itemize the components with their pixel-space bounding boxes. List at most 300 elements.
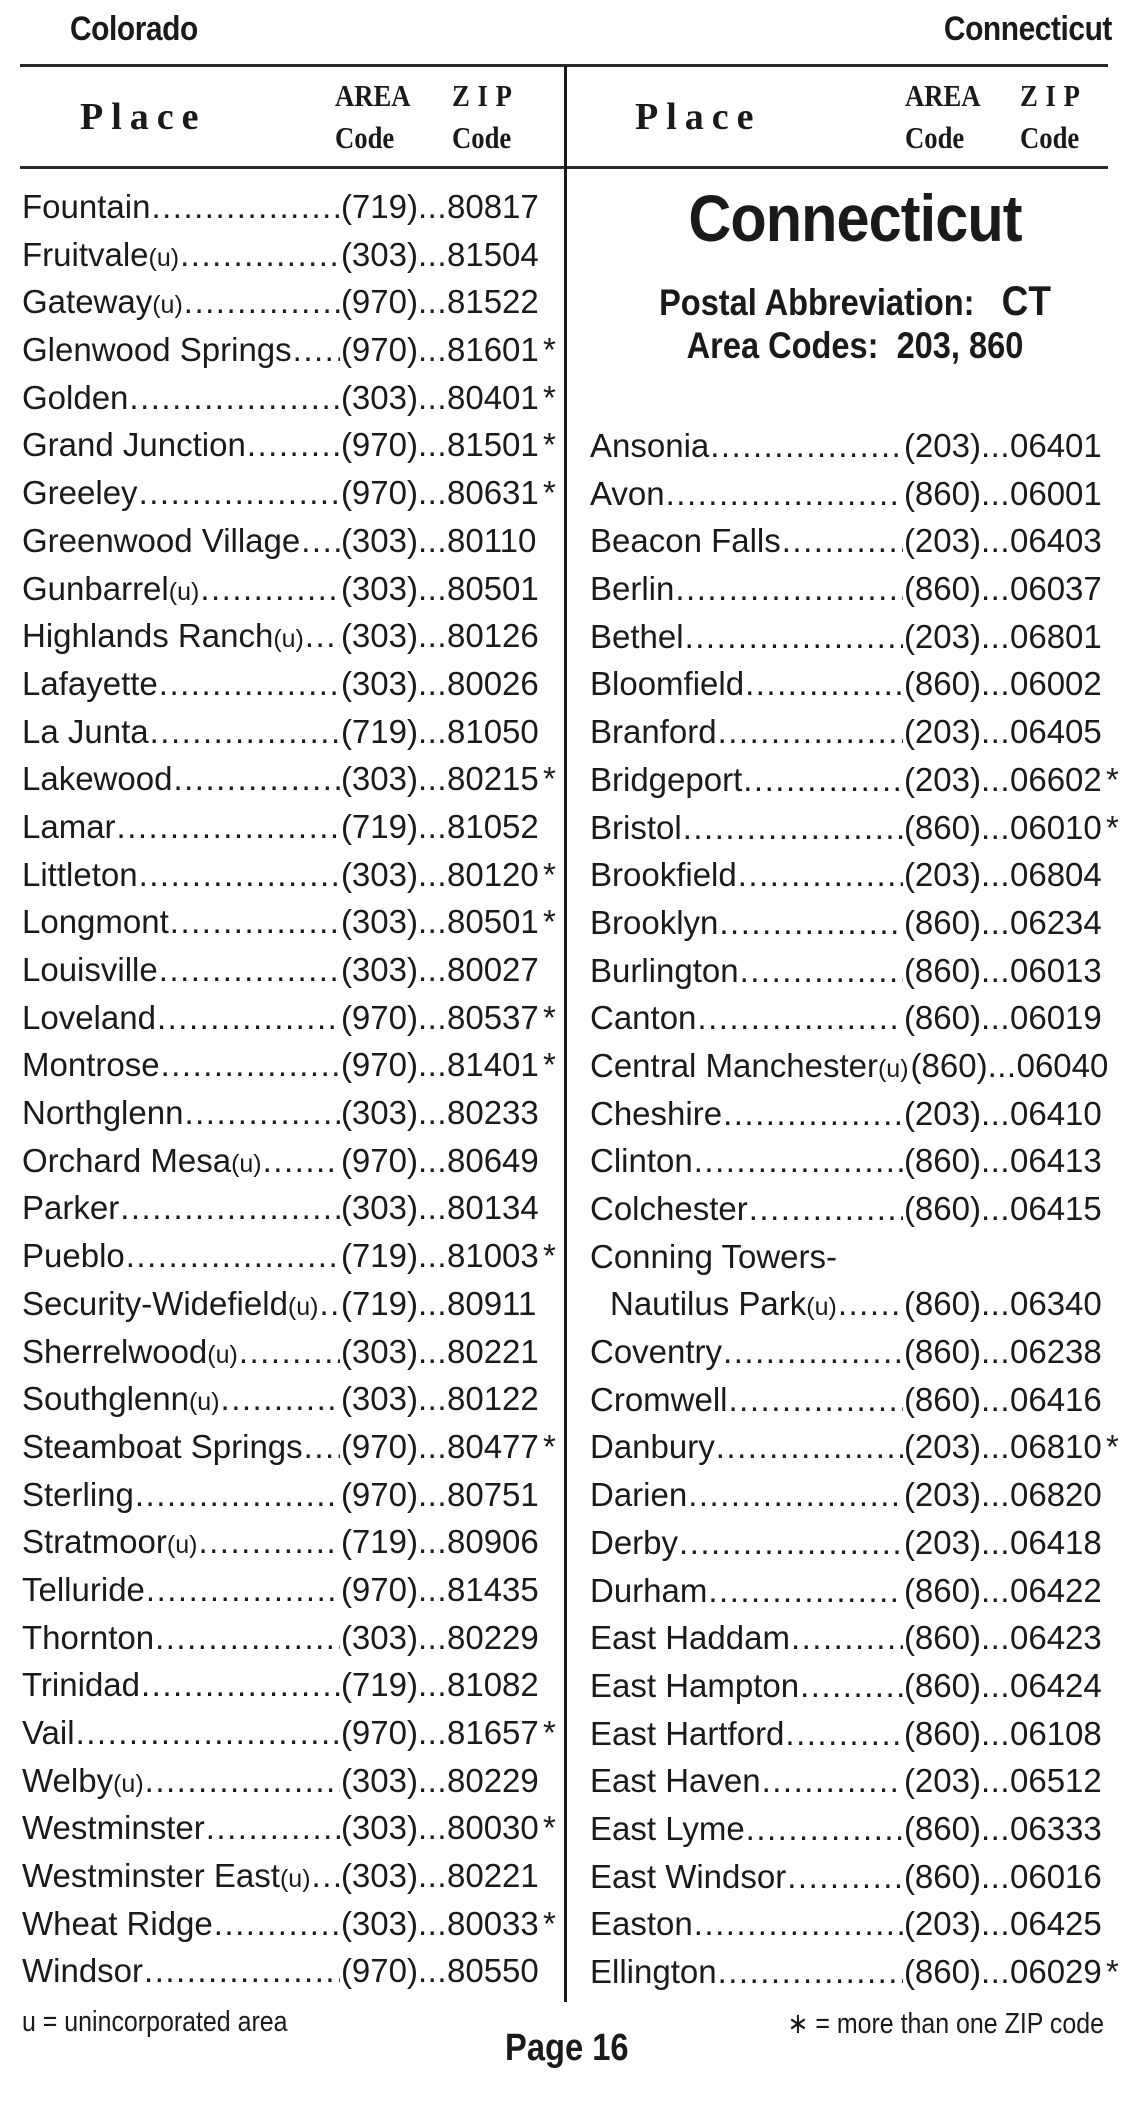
zip-code: 81504 [447, 235, 539, 273]
list-item [590, 899, 1120, 947]
area-code: (303) [340, 903, 418, 941]
dot-separator: ... [417, 188, 447, 225]
unincorporated-marker: (u) [279, 1865, 311, 1894]
dot-leader [145, 1757, 340, 1805]
area-code: (303) [340, 521, 418, 559]
right-area-code-header [905, 75, 981, 159]
zip-code: 06425 [1010, 1905, 1102, 1943]
unincorporated-marker: (u) [877, 1054, 909, 1083]
dot-separator: ... [417, 1189, 447, 1227]
zip-code: 80817 [447, 188, 539, 225]
list-item [590, 1519, 1120, 1567]
area-code: (860) [903, 570, 981, 608]
list-item [590, 1662, 1120, 1710]
dot-separator: ... [980, 1762, 1010, 1800]
place-name: Branford [590, 713, 717, 751]
multiple-zip-marker: * [543, 426, 556, 464]
dot-separator: ... [417, 760, 447, 798]
list-item [22, 183, 557, 231]
dot-separator: ... [417, 1523, 447, 1561]
area-code: (860) [903, 903, 981, 941]
zip-code: 81601 [447, 331, 539, 369]
dot-leader [838, 1280, 903, 1328]
dot-separator: ... [417, 235, 447, 273]
zip-code: 06108 [1010, 1714, 1102, 1752]
list-item [590, 565, 1120, 613]
postal-abbreviation-value: CT [1001, 277, 1051, 324]
multiple-zip-marker: * [543, 1427, 556, 1465]
list-item [22, 278, 557, 326]
dot-leader [170, 898, 340, 946]
zip-code: 06013 [1010, 951, 1102, 989]
unincorporated-marker: (u) [166, 1531, 198, 1560]
list-item [22, 708, 557, 756]
dot-leader [679, 1519, 903, 1567]
place-name: Canton [590, 999, 697, 1037]
zip-code: 06403 [1010, 522, 1102, 560]
dot-separator: ... [417, 1141, 447, 1179]
postal-abbreviation-label: Postal Abbreviation: [659, 282, 975, 323]
area-code: (860) [903, 474, 981, 512]
area-code: (303) [340, 1332, 418, 1370]
list-item [590, 1900, 1120, 1948]
list-item [22, 1852, 557, 1900]
area-code: (860) [903, 1953, 981, 1990]
zip-code: 06416 [1010, 1380, 1102, 1418]
area-code: (860) [903, 1380, 981, 1418]
list-item [590, 1137, 1120, 1185]
zip-code: 81501 [447, 426, 539, 464]
dot-separator: ... [417, 1284, 447, 1322]
zip-code: 06010 [1010, 808, 1102, 846]
zip-code: 80649 [447, 1141, 539, 1179]
area-code: (719) [340, 1523, 418, 1561]
place-name: Greeley [22, 474, 138, 512]
dot-leader [221, 1375, 340, 1423]
zip-code: 06424 [1010, 1666, 1102, 1704]
place-name: La Junta [22, 712, 149, 750]
place-name: Highlands Ranch [22, 617, 274, 655]
list-item [590, 1280, 1120, 1328]
place-name: Darien [590, 1476, 688, 1514]
list-item [22, 898, 557, 946]
multiple-zip-marker: * [543, 998, 556, 1036]
unincorporated-marker: (u) [152, 291, 183, 320]
area-code: (970) [340, 1714, 418, 1751]
place-name: Louisville [22, 951, 158, 988]
dot-leader [126, 1232, 340, 1280]
place-name: Gunbarrel [22, 569, 169, 607]
list-item [590, 851, 1120, 899]
list-item [22, 1518, 557, 1566]
dot-leader [206, 1804, 340, 1852]
right-place-header: Place [635, 96, 762, 138]
dot-leader [144, 1947, 340, 1995]
zip-header-line1: ZIP [1020, 78, 1088, 113]
zip-code: 06422 [1010, 1571, 1102, 1609]
zip-code: 80477 [447, 1427, 539, 1465]
multiple-zip-marker: * [543, 474, 556, 512]
area-code: (860) [903, 1619, 981, 1657]
multiple-zip-marker: * [543, 1046, 556, 1084]
multiple-zip-marker: * [1106, 1953, 1119, 1990]
place-name: Wheat Ridge [22, 1904, 213, 1942]
place-name: Westminster [22, 1809, 205, 1847]
dot-separator: ... [980, 760, 1010, 798]
list-item [590, 756, 1120, 804]
dot-separator: ... [417, 1714, 447, 1751]
dot-separator: ... [980, 665, 1010, 703]
place-name: Berlin [590, 570, 675, 608]
list-item [22, 755, 557, 803]
dot-separator: ... [980, 856, 1010, 894]
list-item [22, 231, 557, 279]
place-name: Burlington [590, 951, 739, 989]
dot-leader [745, 660, 903, 708]
place-name: Bethel [590, 617, 684, 655]
place-name: Pueblo [22, 1237, 125, 1275]
dot-leader [159, 660, 340, 708]
list-item [22, 1375, 557, 1423]
zip-header-line2: Code [452, 120, 512, 155]
dot-separator: ... [417, 712, 447, 750]
unincorporated-marker: (u) [207, 1340, 238, 1369]
unincorporated-marker: (u) [806, 1293, 837, 1322]
place-name: Windsor [22, 1952, 144, 1990]
dot-separator: ... [417, 1952, 447, 1990]
list-item [22, 326, 557, 374]
zip-code: 06415 [1010, 1190, 1102, 1227]
zip-code: 80120 [447, 855, 539, 893]
place-name: Nautilus Park [610, 1285, 807, 1323]
list-item [22, 1328, 557, 1376]
dot-separator: ... [980, 999, 1010, 1037]
left-place-header: Place [80, 96, 207, 138]
dot-leader [800, 1662, 903, 1710]
area-code: (303) [340, 235, 418, 273]
list-item [22, 421, 557, 469]
area-codes-line [613, 325, 1097, 367]
dot-separator: ... [417, 1475, 447, 1513]
dot-separator: ... [980, 1809, 1010, 1847]
area-code: (860) [903, 1190, 981, 1227]
colorado-list [22, 183, 557, 1995]
area-code: (203) [903, 1762, 981, 1800]
dot-leader [791, 1614, 903, 1662]
place-name: Security-Widefield [22, 1284, 288, 1322]
dot-separator: ... [417, 807, 447, 845]
zip-code: 80401 [447, 378, 539, 416]
zip-code: 06333 [1010, 1809, 1102, 1847]
area-code: (303) [340, 855, 418, 893]
area-code: (970) [340, 1141, 418, 1179]
dot-leader [151, 183, 340, 231]
place-name: Derby [590, 1523, 679, 1561]
list-item [22, 1471, 557, 1519]
place-name: Trinidad [22, 1666, 140, 1704]
area-code: (719) [340, 1284, 418, 1322]
area-code: (303) [340, 617, 418, 655]
dot-separator: ... [980, 522, 1010, 560]
area-code: (970) [340, 1952, 418, 1990]
list-item [590, 1042, 1120, 1090]
place-name: Brooklyn [590, 903, 719, 941]
column-divider [564, 66, 567, 2002]
unincorporated-marker: (u) [273, 625, 304, 654]
dot-leader [743, 756, 903, 804]
dot-separator: ... [417, 1380, 447, 1418]
area-code: (860) [903, 1714, 981, 1752]
list-item [590, 1233, 1120, 1281]
dot-separator: ... [980, 1714, 1010, 1752]
place-name: Danbury [590, 1428, 715, 1466]
area-code: (860) [903, 1857, 981, 1895]
dot-leader [304, 1423, 340, 1471]
list-item [22, 565, 557, 613]
dot-leader [738, 851, 903, 899]
zip-code: 80134 [447, 1189, 539, 1227]
area-code: (303) [340, 1809, 418, 1847]
area-code: (970) [340, 1570, 418, 1608]
place-name: Loveland [22, 998, 156, 1036]
dot-leader [716, 1423, 903, 1471]
area-code: (719) [340, 188, 418, 225]
area-code: (860) [903, 1285, 981, 1323]
list-item [590, 804, 1120, 852]
dot-leader [159, 946, 340, 994]
zip-code: 06423 [1010, 1619, 1102, 1657]
area-code: (303) [340, 1761, 418, 1799]
legend-multiple-zip: ∗ = more than one ZIP code [787, 2008, 1104, 2040]
list-item [590, 613, 1120, 661]
area-code: (719) [340, 1237, 418, 1275]
dot-leader [694, 1137, 903, 1185]
place-name: Easton [590, 1905, 693, 1943]
zip-code: 80221 [447, 1857, 539, 1895]
area-code: (303) [340, 1380, 418, 1418]
dot-leader [161, 1041, 340, 1089]
place-name: Telluride [22, 1570, 145, 1608]
zip-header-line2: Code [1020, 120, 1080, 155]
dot-separator: ... [980, 1094, 1010, 1132]
place-name: East Lyme [590, 1809, 745, 1847]
area-code: (303) [340, 569, 418, 607]
zip-code: 80026 [447, 664, 539, 702]
dot-separator: ... [980, 474, 1010, 512]
dot-leader [710, 422, 903, 470]
dot-separator: ... [417, 1332, 447, 1370]
dot-leader [117, 803, 340, 851]
dot-leader [139, 469, 340, 517]
dot-separator: ... [980, 1190, 1010, 1227]
multiple-zip-marker: * [1106, 760, 1119, 798]
dot-separator: ... [417, 378, 447, 416]
legend-unincorporated: u = unincorporated area [22, 2006, 288, 2038]
place-name: Avon [590, 474, 665, 512]
place-name: Longmont [22, 903, 169, 941]
area-code: (860) [903, 1809, 981, 1847]
list-item [22, 612, 557, 660]
list-item [22, 1041, 557, 1089]
dot-leader [312, 1852, 340, 1900]
area-codes-value: 203, 860 [896, 325, 1024, 366]
right-state-header: Connecticut [943, 10, 1112, 48]
area-codes-label: Area Codes: [686, 325, 879, 366]
zip-code: 81435 [447, 1570, 539, 1608]
dot-leader [146, 1566, 340, 1614]
place-name: Southglenn [22, 1380, 189, 1418]
dot-leader [120, 1184, 340, 1232]
zip-code: 80110 [447, 521, 537, 559]
area-code: (860) [910, 1046, 988, 1084]
dot-leader [723, 1090, 903, 1138]
zip-code: 06602 [1010, 760, 1102, 798]
left-area-code-header [335, 75, 411, 159]
place-name: Glenwood Springs [22, 331, 292, 369]
list-item [22, 1089, 557, 1137]
zip-code: 06002 [1010, 665, 1102, 703]
dot-separator: ... [417, 331, 447, 369]
dot-separator: ... [980, 951, 1010, 989]
dot-separator: ... [980, 1953, 1010, 1990]
place-name: East Haven [590, 1762, 761, 1800]
dot-leader [685, 613, 903, 661]
dot-separator: ... [980, 1142, 1010, 1180]
zip-code: 80751 [447, 1475, 539, 1513]
unincorporated-marker: (u) [188, 1388, 220, 1417]
zip-code: 81050 [447, 712, 539, 750]
list-item [590, 1805, 1120, 1853]
dot-separator: ... [417, 1237, 447, 1275]
dot-leader [180, 231, 340, 279]
place-name: Cromwell [590, 1380, 728, 1418]
zip-code: 80501 [447, 569, 539, 607]
dot-separator: ... [417, 1618, 447, 1656]
area-code: (203) [903, 1523, 981, 1561]
multiple-zip-marker: * [543, 331, 556, 369]
dot-separator: ... [980, 617, 1010, 655]
place-name: Fruitvale [22, 235, 149, 273]
dot-separator: ... [980, 808, 1010, 846]
place-name: Vail [22, 1714, 75, 1751]
unincorporated-marker: (u) [287, 1292, 319, 1321]
list-item [590, 422, 1120, 470]
list-item [590, 517, 1120, 565]
dot-separator: ... [980, 1380, 1010, 1418]
place-name: Colchester [590, 1190, 748, 1227]
place-name: Lamar [22, 807, 116, 845]
dot-leader [785, 1710, 903, 1758]
zip-code: 80229 [447, 1761, 539, 1799]
area-code: (860) [903, 1142, 981, 1180]
list-item [590, 947, 1120, 995]
dot-separator: ... [417, 1046, 447, 1084]
dot-separator: ... [417, 1904, 447, 1942]
zip-code: 06512 [1010, 1762, 1102, 1800]
dot-leader [719, 899, 903, 947]
dot-leader [787, 1853, 903, 1901]
unincorporated-marker: (u) [148, 243, 180, 272]
zip-code: 06234 [1010, 903, 1102, 941]
zip-code: 80911 [447, 1284, 537, 1322]
zip-code: 81003 [447, 1237, 539, 1275]
place-name: East Haddam [590, 1619, 790, 1657]
dot-leader [740, 947, 903, 995]
list-item [590, 1376, 1120, 1424]
list-item [22, 1757, 557, 1805]
dot-leader [718, 1948, 903, 1996]
area-code: (860) [903, 1571, 981, 1609]
dot-leader [782, 517, 903, 565]
place-name: Sterling [22, 1475, 134, 1513]
area-code: (203) [903, 427, 981, 464]
list-item [22, 1661, 557, 1709]
place-name: Central Manchester [590, 1046, 878, 1084]
zip-code: 06238 [1010, 1333, 1102, 1371]
dot-separator: ... [980, 1666, 1010, 1704]
area-code: (203) [903, 522, 981, 560]
zip-code: 81082 [447, 1666, 539, 1704]
dot-separator: ... [980, 1571, 1010, 1609]
connecticut-list [590, 422, 1120, 1996]
zip-code: 06340 [1010, 1285, 1102, 1323]
multiple-zip-marker: * [543, 855, 556, 893]
place-name: Golden [22, 378, 129, 416]
dot-separator: ... [417, 1094, 447, 1132]
area-code: (303) [340, 1094, 418, 1132]
zip-code: 06029 [1010, 1953, 1102, 1990]
dot-leader [694, 1900, 903, 1948]
page-number [0, 2027, 1134, 2070]
multiple-zip-marker: * [543, 760, 556, 798]
dot-separator: ... [417, 283, 447, 321]
zip-code: 81657 [447, 1714, 539, 1751]
postal-abbreviation-line [613, 277, 1097, 325]
zip-code: 80537 [447, 998, 539, 1036]
dot-separator: ... [980, 427, 1010, 464]
place-name: Brookfield [590, 856, 737, 894]
left-zip-code-header [452, 75, 520, 159]
dot-leader [184, 278, 340, 326]
list-item [22, 1232, 557, 1280]
zip-code: 80033 [447, 1904, 539, 1942]
zip-code: 81052 [447, 807, 539, 845]
dot-separator: ... [980, 1476, 1010, 1514]
area-code: (970) [340, 283, 418, 321]
dot-separator: ... [417, 1809, 447, 1847]
area-header-line1: AREA [335, 78, 411, 113]
list-item [590, 1090, 1120, 1138]
dot-separator: ... [980, 1523, 1010, 1561]
unincorporated-marker: (u) [168, 577, 200, 606]
dot-leader [150, 708, 340, 756]
list-item [22, 660, 557, 708]
area-code: (970) [340, 1427, 418, 1465]
list-item [22, 1184, 557, 1232]
zip-code: 80631 [447, 474, 539, 512]
place-name: Cheshire [590, 1094, 723, 1132]
zip-code: 06810 [1010, 1428, 1102, 1466]
dot-separator: ... [417, 855, 447, 893]
list-item [22, 469, 557, 517]
place-name: Stratmoor [22, 1523, 167, 1561]
list-item [22, 851, 557, 899]
dot-leader [173, 755, 339, 803]
dot-separator: ... [417, 1427, 447, 1465]
area-code: (203) [903, 1905, 981, 1943]
dot-separator: ... [980, 1619, 1010, 1657]
dot-leader [708, 1567, 903, 1615]
